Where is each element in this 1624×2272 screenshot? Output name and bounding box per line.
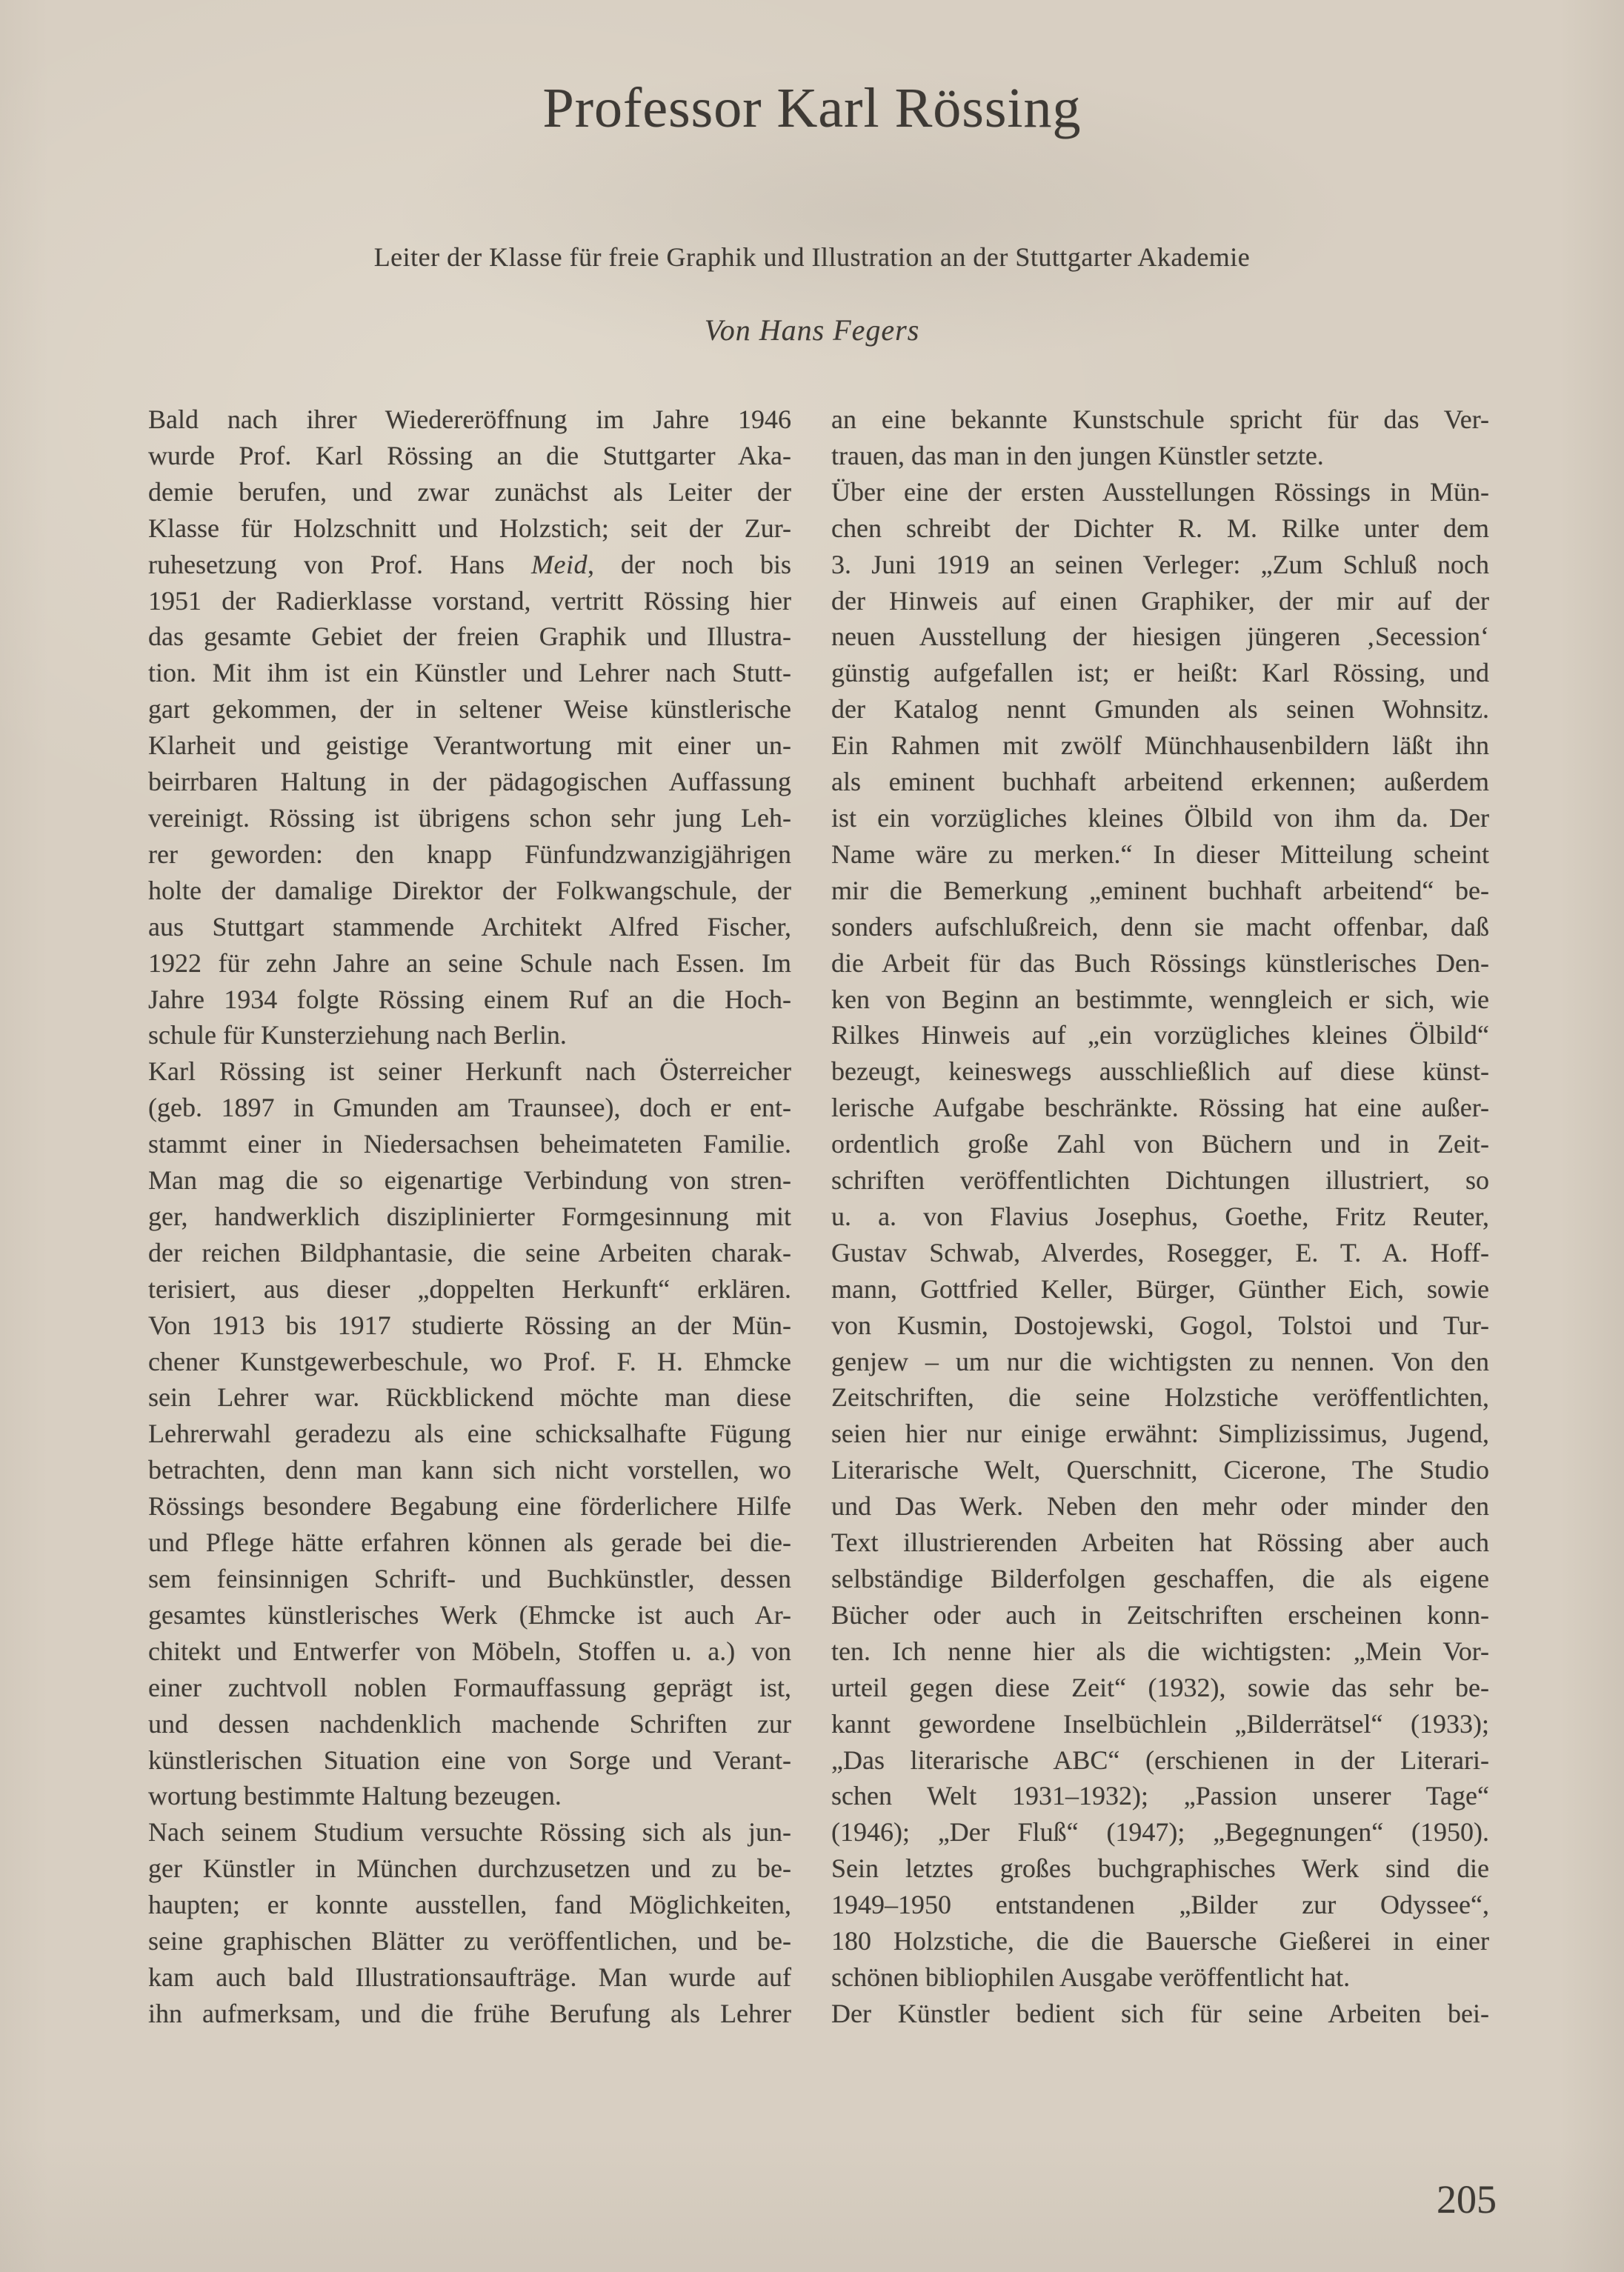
text-line: 1951 der Radierklasse vorstand, vertritt Rössing hier (148, 585, 791, 616)
text-line: ruhesetzung von Prof. Hans Meid, der noch bis (148, 549, 792, 579)
text-line: neuen Ausstellung der hiesigen jüngeren ‚Secession‘ (831, 622, 1489, 652)
article-body (148, 402, 1489, 2032)
text-line: einer zuchtvoll noblen Formauffassung geprägt ist, (148, 1672, 791, 1702)
text-line: Ein Rahmen mit zwölf Münchhausenbildern läßt ihn (831, 730, 1489, 761)
text-line: 1922 für zehn Jahre an seine Schule nach Essen. Im (148, 947, 791, 978)
text-line: ordentlich große Zahl von Büchern und in Zeit- (831, 1129, 1489, 1159)
text-line: und Das Werk. Neben den mehr oder minder den (831, 1491, 1489, 1522)
text-line: ten. Ich nenne hier als die wichtigsten: „Mein Vor- (831, 1636, 1489, 1666)
text-line: holte der damalige Direktor der Folkwangschule, der (148, 875, 791, 905)
text-line: seien hier nur einige erwähnt: Simplizissimus, Jugend, (831, 1419, 1489, 1449)
text-line: ger Künstler in München durchzusetzen und zu be- (148, 1853, 791, 1884)
text-line: sem feinsinnigen Schrift- und Buchkünstler, dessen (148, 1564, 791, 1593)
text-line: schen Welt 1931–1932); „Passion unserer Tage“ (831, 1781, 1489, 1811)
text-line: lerische Aufgabe beschränkte. Rössing hat eine außer- (831, 1093, 1489, 1123)
text-line: rer geworden: den knapp Fünfundzwanzigjährigen (148, 839, 791, 869)
text-column-left (148, 402, 791, 2032)
text-line: tion. Mit ihm ist ein Künstler und Lehrer nach Stutt- (148, 658, 791, 688)
text-line: mann, Gottfried Keller, Bürger, Günther Eich, sowie (831, 1273, 1489, 1304)
text-line: ist ein vorzügliches kleines Ölbild von ihm da. Der (831, 802, 1489, 833)
text-line: 3. Juni 1919 an seinen Verleger: „Zum Schluß noch (831, 549, 1489, 579)
text-line: Rilkes Hinweis auf „ein vorzügliches kleines Ölbild“ (831, 1020, 1489, 1050)
text-line: bezeugt, keineswegs ausschließlich auf diese künst- (831, 1056, 1489, 1087)
text-line: gesamtes künstlerisches Werk (Ehmcke ist auch Ar- (148, 1599, 791, 1630)
text-line: schriften veröffentlichten Dichtungen illustriert, so (831, 1165, 1489, 1196)
text-column-right (831, 402, 1489, 2032)
text-line: Nach seinem Studium versuchte Rössing sich als jun- (148, 1817, 791, 1848)
text-line: (geb. 1897 in Gmunden am Traunsee), doch er ent- (148, 1093, 791, 1123)
text-line: die Arbeit für das Buch Rössings künstlerisches Den- (831, 947, 1489, 978)
text-line: wortung bestimmte Haltung bezeugen. (148, 1781, 562, 1811)
text-line: Bald nach ihrer Wiedereröffnung im Jahre 1946 (148, 404, 791, 434)
text-line: ihn aufmerksam, und die frühe Berufung als Lehrer (148, 1998, 791, 2028)
text-line: schule für Kunsterziehung nach Berlin. (148, 1020, 567, 1050)
text-line: günstig aufgefallen ist; er heißt: Karl Rössing, und (831, 658, 1489, 688)
text-line: kam auch bald Illustrationsaufträge. Man wurde auf (148, 1962, 791, 1992)
text-line: ger, handwerklich disziplinierter Formgesinnung mit (148, 1201, 791, 1231)
text-line: Name wäre zu merken.“ In dieser Mitteilung scheint (831, 839, 1489, 869)
text-line: der Hinweis auf einen Graphiker, der mir auf der (831, 585, 1489, 616)
text-line: als eminent buchhaft arbeitend erkennen; außerdem (831, 767, 1489, 797)
text-line: Über eine der ersten Ausstellungen Rössings in Mün- (831, 476, 1489, 507)
text-line: Der Künstler bedient sich für seine Arbeiten bei- (831, 1998, 1489, 2028)
page-number: 205 (1437, 2177, 1497, 2222)
text-line: chener Kunstgewerbeschule, wo Prof. F. H. Ehmcke (148, 1346, 791, 1376)
text-line: Klarheit und geistige Verantwortung mit einer un- (148, 730, 791, 761)
text-line: genjew – um nur die wichtigsten zu nennen. Von den (831, 1346, 1489, 1376)
text-line: seine graphischen Blätter zu veröffentlichen, und be- (148, 1926, 791, 1956)
byline: Von Hans Fegers (704, 313, 920, 347)
text-line: kannt gewordene Inselbüchlein „Bilderrätsel“ (1933); (831, 1708, 1489, 1739)
text-line: aus Stuttgart stammende Architekt Alfred Fischer, (148, 911, 791, 942)
text-line: von Kusmin, Dostojewski, Gogol, Tolstoi und Tur- (831, 1310, 1489, 1340)
text-line: Gustav Schwab, Alverdes, Rosegger, E. T. A. Hoff- (831, 1237, 1489, 1267)
text-line: (1946); „Der Fluß“ (1947); „Begegnungen“ (1950). (831, 1817, 1489, 1848)
text-line: urteil gegen diese Zeit“ (1932), sowie das sehr be- (831, 1672, 1489, 1702)
text-line: „Das literarische ABC“ (erschienen in der Literari- (831, 1745, 1489, 1775)
text-line: schönen bibliophilen Ausgabe veröffentlicht hat. (831, 1962, 1351, 1992)
text-line: Karl Rössing ist seiner Herkunft nach Österreicher (148, 1056, 791, 1087)
text-line: wurde Prof. Karl Rössing an die Stuttgarter Aka- (148, 440, 791, 470)
text-line: mir die Bemerkung „eminent buchhaft arbeitend“ be- (831, 875, 1489, 905)
text-line: chen schreibt der Dichter R. M. Rilke unter dem (831, 513, 1489, 543)
text-line: Klasse für Holzschnitt und Holzstich; seit der Zur- (148, 513, 791, 543)
text-line: sein Lehrer war. Rückblickend möchte man diese (148, 1382, 791, 1413)
text-line: der Katalog nennt Gmunden als seinen Wohnsitz. (831, 694, 1489, 724)
text-line: Text illustrierenden Arbeiten hat Rössing aber auch (831, 1528, 1489, 1558)
text-line: künstlerischen Situation eine von Sorge und Verant- (148, 1745, 791, 1775)
text-line: Literarische Welt, Querschnitt, Cicerone, The Studio (831, 1455, 1489, 1485)
text-line: u. a. von Flavius Josephus, Goethe, Fritz Reuter, (831, 1201, 1489, 1231)
text-line: 1949–1950 entstandenen „Bilder zur Odyssee“, (831, 1890, 1489, 1920)
text-line: betrachten, denn man kann sich nicht vorstellen, wo (148, 1455, 791, 1485)
text-line: gart gekommen, der in seltener Weise künstlerische (148, 694, 791, 724)
text-line: vereinigt. Rössing ist übrigens schon sehr jung Leh- (148, 802, 791, 833)
text-line: trauen, das man in den jungen Künstler setzte. (831, 440, 1324, 470)
text-line: und dessen nachdenklich machende Schriften zur (148, 1708, 791, 1739)
page-subtitle: Leiter der Klasse für freie Graphik und Illustration an der Stuttgarter Akademie (373, 242, 1251, 272)
text-line: stammt einer in Niedersachsen beheimateten Familie. (148, 1129, 791, 1159)
text-line: sonders aufschlußreich, denn sie macht offenbar, daß (831, 911, 1489, 942)
text-line: chitekt und Entwerfer von Möbeln, Stoffen u. a.) von (148, 1636, 791, 1666)
text-line: Jahre 1934 folgte Rössing einem Ruf an die Hoch- (148, 984, 791, 1014)
text-line: Bücher oder auch in Zeitschriften erscheinen konn- (831, 1599, 1489, 1630)
text-line: Man mag die so eigenartige Verbindung von stren- (148, 1165, 791, 1196)
text-line: 180 Holzstiche, die die Bauersche Gießerei in einer (831, 1926, 1489, 1956)
text-line: beirrbaren Haltung in der pädagogischen Auffassung (148, 767, 791, 797)
text-line: selbständige Bilderfolgen geschaffen, die als eigene (831, 1564, 1489, 1593)
text-line: Sein letztes großes buchgraphisches Werk sind die (831, 1853, 1489, 1884)
text-line: Rössings besondere Begabung eine förderlichere Hilfe (148, 1491, 791, 1522)
text-line: Zeitschriften, die seine Holzstiche veröffentlichten, (831, 1382, 1489, 1413)
text-line: demie berufen, und zwar zunächst als Leiter der (148, 476, 791, 507)
text-line: der reichen Bildphantasie, die seine Arbeiten charak- (148, 1237, 791, 1267)
page-title: Professor Karl Rössing (542, 77, 1082, 139)
text-line: Von 1913 bis 1917 studierte Rössing an der Mün- (148, 1310, 791, 1340)
text-line: ken von Beginn an bestimmte, wenngleich er sich, wie (831, 984, 1489, 1014)
text-line: und Pflege hätte erfahren können als gerade bei die- (148, 1528, 791, 1558)
text-line: terisiert, aus dieser „doppelten Herkunft“ erklären. (148, 1273, 791, 1304)
text-line: das gesamte Gebiet der freien Graphik und Illustra- (148, 622, 791, 652)
text-line: haupten; er konnte ausstellen, fand Möglichkeiten, (148, 1890, 791, 1920)
text-line: an eine bekannte Kunstschule spricht für das Ver- (831, 404, 1489, 434)
text-line: Lehrerwahl geradezu als eine schicksalhafte Fügung (148, 1419, 791, 1449)
